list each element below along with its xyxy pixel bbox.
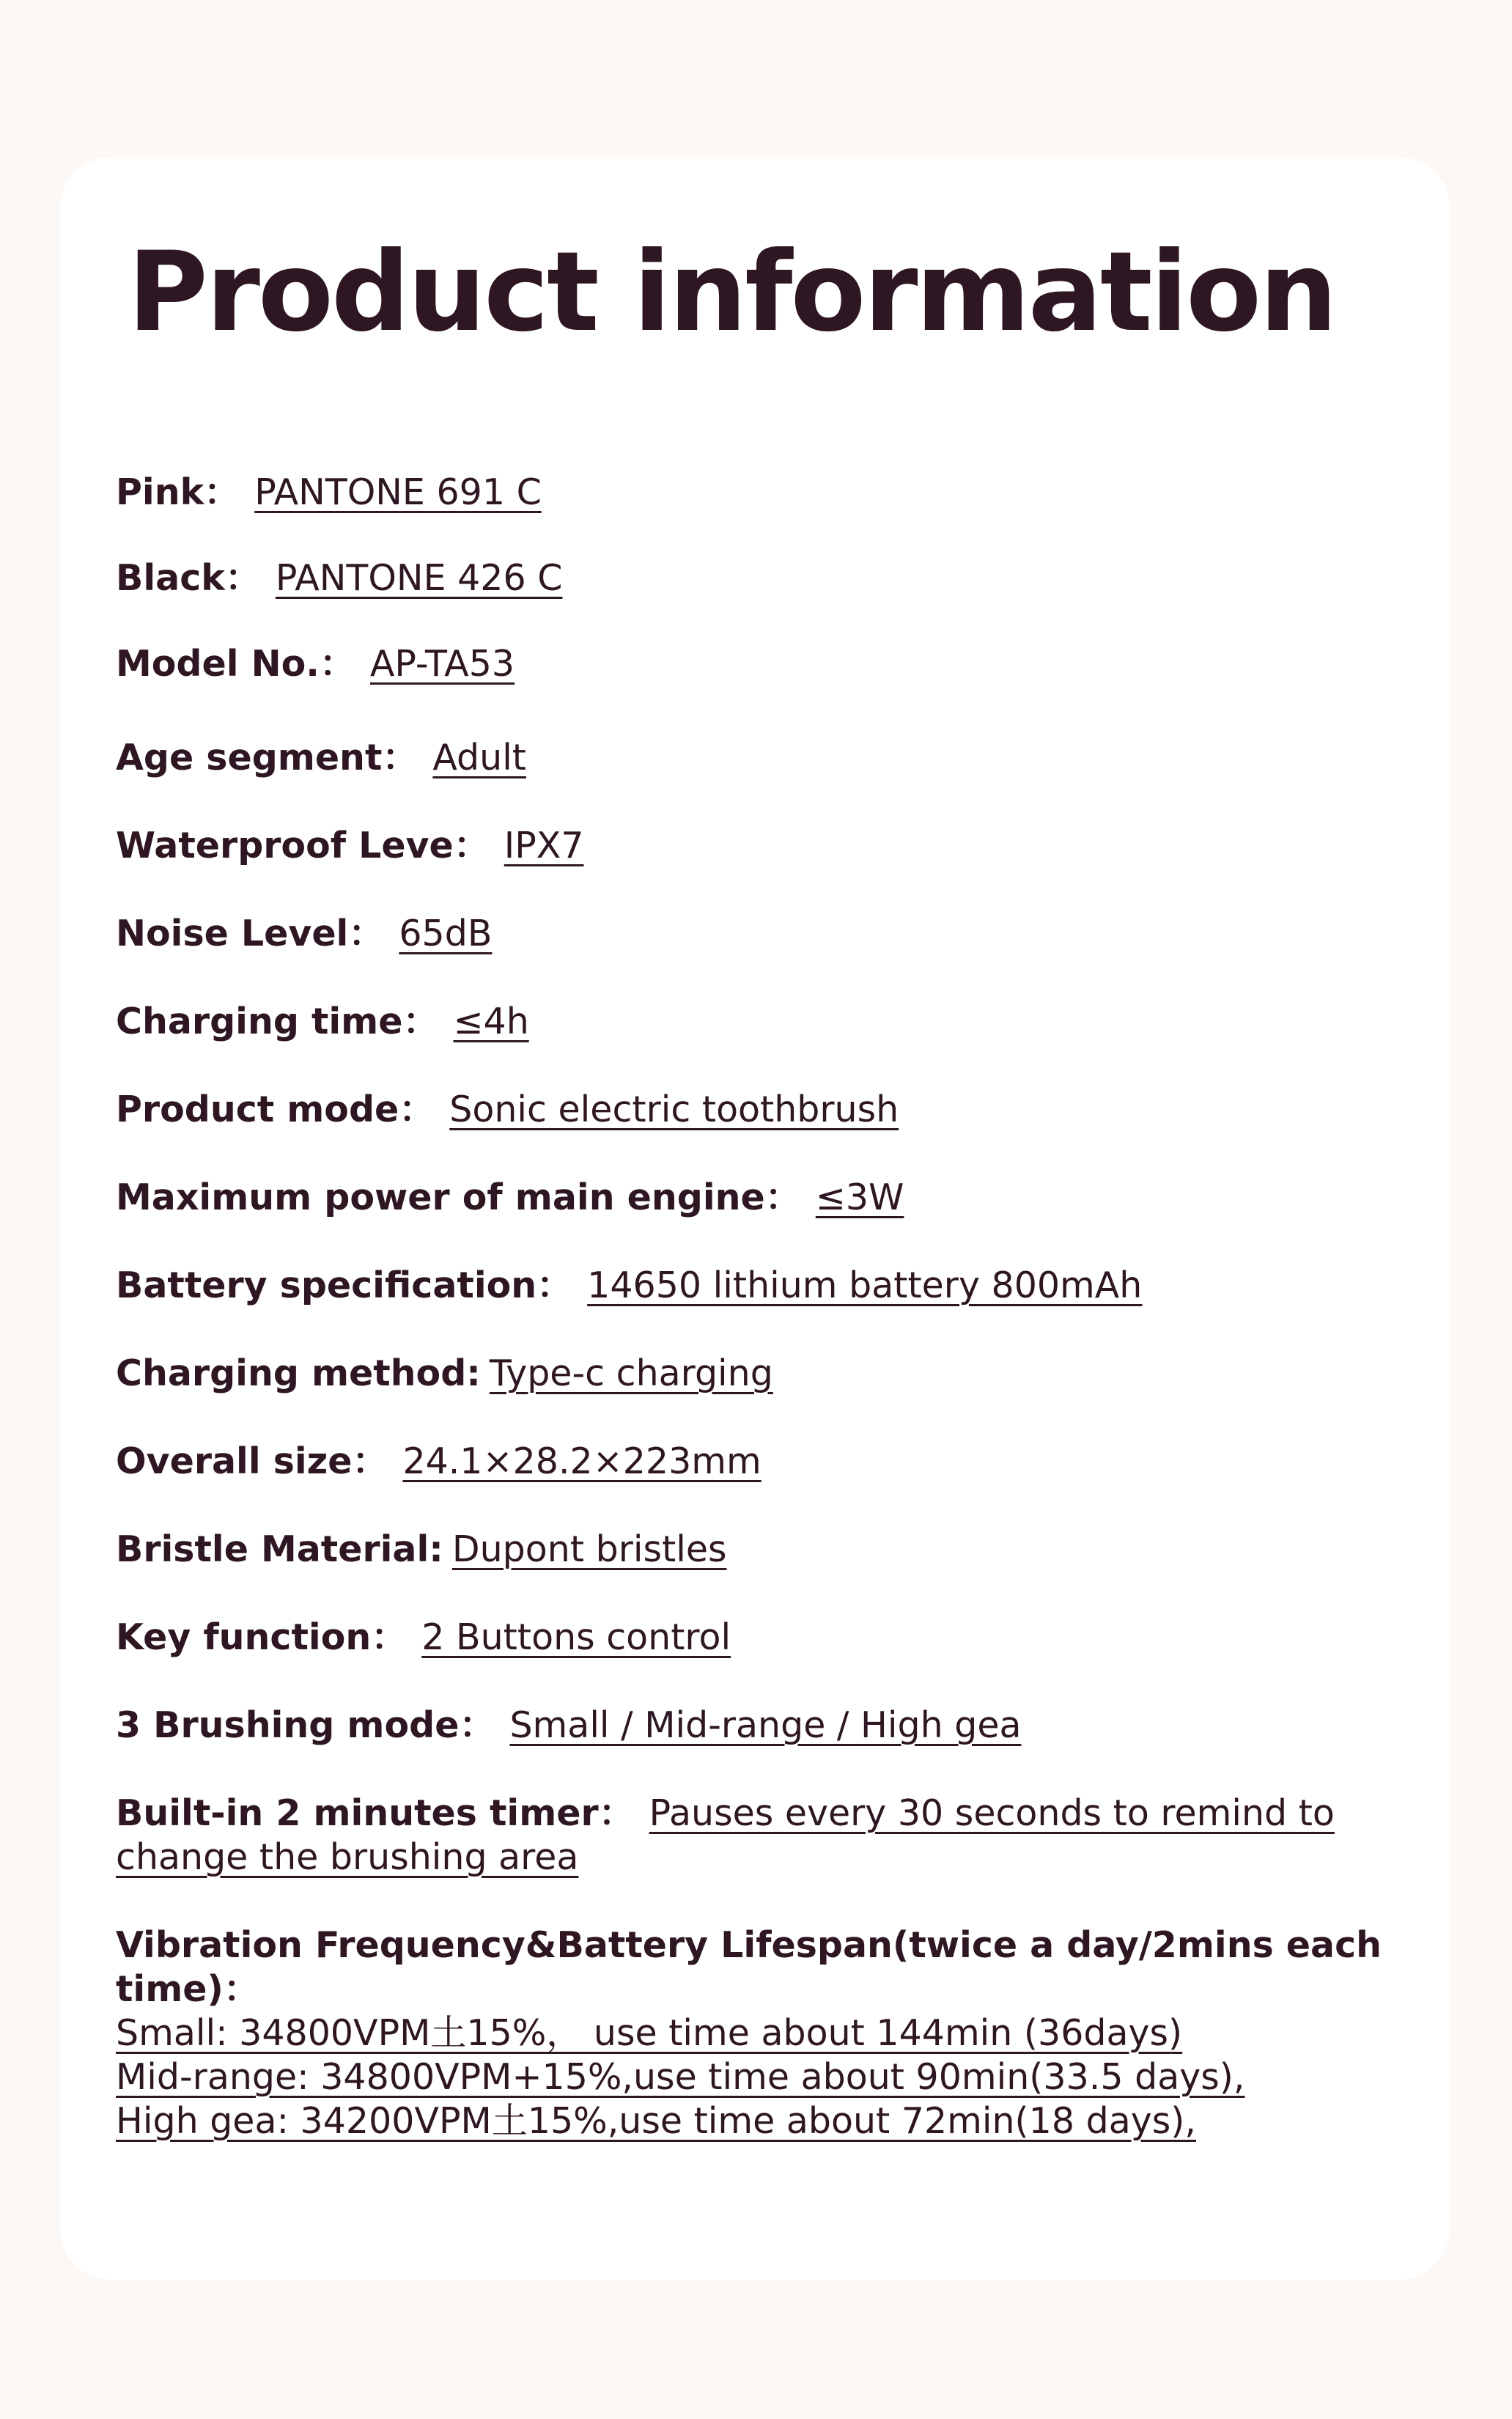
spec-black [116,556,562,600]
spec-value: AP-TA53 [369,643,515,685]
spec-label: Age segment： [116,737,418,778]
spec-battery [116,1264,1142,1308]
spec-value: Adult [432,737,527,778]
spec-waterproof-level [116,824,584,868]
spec-vibration [116,1923,1420,2143]
spec-label: Pink： [116,471,240,513]
spec-label: Maximum power of main engine： [116,1177,801,1218]
spec-label: Overall size： [116,1440,388,1482]
spec-value: 2 Buttons control [421,1616,731,1658]
spec-bristle-material [116,1528,727,1572]
spec-value-line: Pauses every 30 seconds to remind to [649,1792,1335,1834]
spec-label: Charging method: [116,1352,481,1394]
spec-label: Charging time： [116,1001,439,1042]
spec-value-line: High gea: 34200VPM土15%,use time about 72min(18 days), [116,2100,1196,2142]
spec-value-line: Mid-range: 34800VPM+15%,use time about 90min(33.5 days), [116,2056,1245,2098]
spec-value: Type-c charging [489,1352,773,1394]
spec-value-line: Small: 34800VPM土15%， use time about 144min (36days) [116,2012,1183,2054]
spec-value: ≤3W [815,1177,904,1218]
spec-charging-method [116,1352,773,1396]
spec-value-line: change the brushing area [116,1836,579,1878]
product-info-card [60,157,1450,2280]
spec-key-function [116,1616,731,1660]
spec-age-segment [116,736,526,780]
spec-value: 24.1×28.2×223mm [402,1440,761,1482]
page-title: Product information [128,229,1335,356]
spec-model-no [116,642,515,686]
spec-pink [116,471,542,515]
spec-overall-size [116,1440,761,1484]
spec-value: PANTONE 691 C [254,471,542,513]
spec-value: 14650 lithium battery 800mAh [587,1264,1143,1306]
spec-noise-level [116,912,492,956]
spec-value: Small / Mid-range / High gea [509,1704,1022,1746]
spec-label: Bristle Material: [116,1528,443,1570]
spec-value: Dupont bristles [451,1528,727,1570]
spec-value: Sonic electric toothbrush [449,1089,899,1130]
spec-value: ≤4h [453,1001,529,1042]
spec-label: Black： [116,557,261,599]
spec-charging-time [116,1000,529,1044]
spec-label: Battery specification： [116,1264,573,1306]
spec-max-power [116,1176,904,1220]
spec-brushing-mode [116,1704,1022,1748]
spec-label: Built-in 2 minutes timer： [116,1792,635,1834]
spec-label: Model No.： [116,643,355,685]
spec-label: 3 Brushing mode： [116,1704,495,1746]
spec-value: IPX7 [504,825,584,866]
spec-label: Product mode： [116,1089,435,1130]
spec-value: 65dB [399,913,493,954]
spec-label: Noise Level： [116,913,385,954]
spec-label: Vibration Frequency&Battery Lifespan(twice a day/2mins each time)： [116,1924,1382,2010]
spec-value: PANTONE 426 C [275,557,563,599]
spec-product-mode [116,1088,899,1132]
spec-label: Key function： [116,1616,407,1658]
spec-timer [116,1792,1420,1879]
spec-label: Waterproof Leve： [116,825,490,866]
